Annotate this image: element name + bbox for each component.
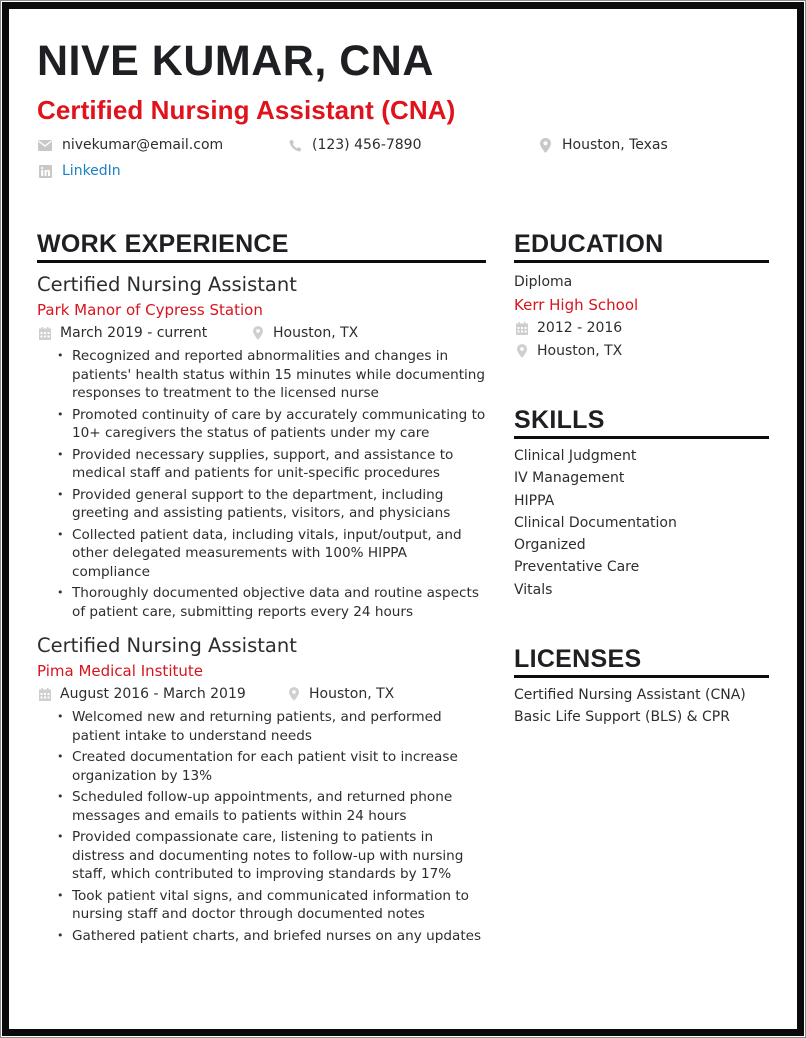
email-text: nivekumar@email.com	[62, 137, 224, 153]
job-dates	[38, 687, 246, 701]
phone-text: (123) 456-7890	[312, 137, 422, 153]
job-dates-text: August 2016 - March 2019	[60, 686, 246, 702]
education-location-text: Houston, TX	[537, 343, 623, 359]
job-location	[287, 687, 394, 701]
job-bullet: • Promoted continuity of care by accurately communicating to 10+ caregivers the status of patients under my care	[57, 406, 489, 443]
education-school: Kerr High School	[514, 296, 639, 314]
job-bullet: • Provided compassionate care, listening to patients in distress and documenting notes to follow-up with nursing staff, which contributed to improving standards by 17%	[57, 828, 489, 884]
job-bullet: • Provided general support to the department, including greeting and assisting patients, visitors, and physicians	[57, 486, 489, 523]
work-experience-heading: WORK EXPERIENCE	[37, 230, 289, 258]
licenses-list	[514, 684, 746, 729]
license-item: Certified Nursing Assistant (CNA)	[514, 687, 746, 703]
education-heading: EDUCATION	[514, 230, 664, 258]
job-bullet-list	[57, 708, 489, 948]
job-bullet: • Provided necessary supplies, support, and assistance to medical staff and patients for unit-specific procedures	[57, 446, 489, 483]
contact-email	[38, 138, 223, 152]
job-location-text: Houston, TX	[273, 325, 359, 341]
skill-item: Clinical Documentation	[514, 514, 677, 531]
phone-icon	[288, 138, 302, 152]
job-bullet: • Took patient vital signs, and communicated information to nursing staff and doctor through documented notes	[57, 887, 489, 924]
job-bullet: • Collected patient data, including vitals, input/output, and other delegated measurements with 100% HIPPA compliance	[57, 526, 489, 582]
location-text: Houston, Texas	[562, 137, 668, 153]
candidate-title: Certified Nursing Assistant (CNA)	[37, 95, 456, 125]
licenses-rule	[514, 675, 769, 678]
skills-list	[514, 445, 677, 601]
job-title: Certified Nursing Assistant	[37, 273, 297, 296]
job-dates-text: March 2019 - current	[60, 325, 208, 341]
employer-name: Pima Medical Institute	[37, 662, 203, 680]
skill-item: Preventative Care	[514, 559, 640, 576]
skill-item: HIPPA	[514, 492, 555, 509]
education-location	[515, 344, 622, 358]
calendar-icon	[38, 326, 51, 340]
job-location-text: Houston, TX	[309, 686, 395, 702]
job-bullet-list	[57, 347, 489, 624]
employer-name: Park Manor of Cypress Station	[37, 301, 263, 319]
work-experience-rule	[37, 260, 486, 263]
skill-item: Vitals	[514, 581, 553, 598]
map-pin-icon	[251, 326, 264, 340]
skill-item: IV Management	[514, 470, 625, 487]
contact-location	[538, 138, 668, 152]
education-dates-text: 2012 - 2016	[537, 320, 623, 336]
linkedin-link[interactable]: LinkedIn	[62, 163, 121, 179]
skill-item: Organized	[514, 537, 586, 554]
job-bullet: • Welcomed new and returning patients, and performed patient intake to understand needs	[57, 708, 489, 745]
skill-item: Clinical Judgment	[514, 448, 637, 464]
job-bullet: • Gathered patient charts, and briefed nurses on any updates	[57, 927, 489, 946]
skills-rule	[514, 436, 769, 439]
job-bullet: • Recognized and reported abnormalities and changes in patients' health status within 15 minutes while documenting responses to treatment to the licensed nurse	[57, 347, 489, 403]
candidate-name: NIVE KUMAR, CNA	[37, 37, 434, 85]
license-item: Basic Life Support (BLS) & CPR	[514, 709, 730, 726]
job-title: Certified Nursing Assistant	[37, 634, 297, 657]
skills-heading: SKILLS	[514, 406, 605, 434]
contact-linkedin[interactable]	[38, 164, 121, 178]
calendar-icon	[515, 321, 528, 335]
licenses-heading: LICENSES	[514, 645, 642, 673]
calendar-icon	[38, 687, 51, 701]
map-pin-icon	[538, 138, 552, 152]
education-dates	[515, 321, 622, 335]
job-location	[251, 326, 358, 340]
job-bullet: • Created documentation for each patient visit to increase organization by 13%	[57, 748, 489, 785]
job-bullet: • Thoroughly documented objective data and routine aspects of patient care, submitting reports every 24 hours	[57, 584, 489, 621]
contact-phone	[288, 138, 422, 152]
job-dates	[38, 326, 207, 340]
map-pin-icon	[287, 687, 300, 701]
envelope-icon	[38, 138, 52, 152]
job-bullet: • Scheduled follow-up appointments, and returned phone messages and emails to patients within 24 hours	[57, 788, 489, 825]
linkedin-icon	[38, 164, 52, 178]
map-pin-icon	[515, 344, 528, 358]
education-degree: Diploma	[514, 274, 573, 290]
education-rule	[514, 260, 769, 263]
